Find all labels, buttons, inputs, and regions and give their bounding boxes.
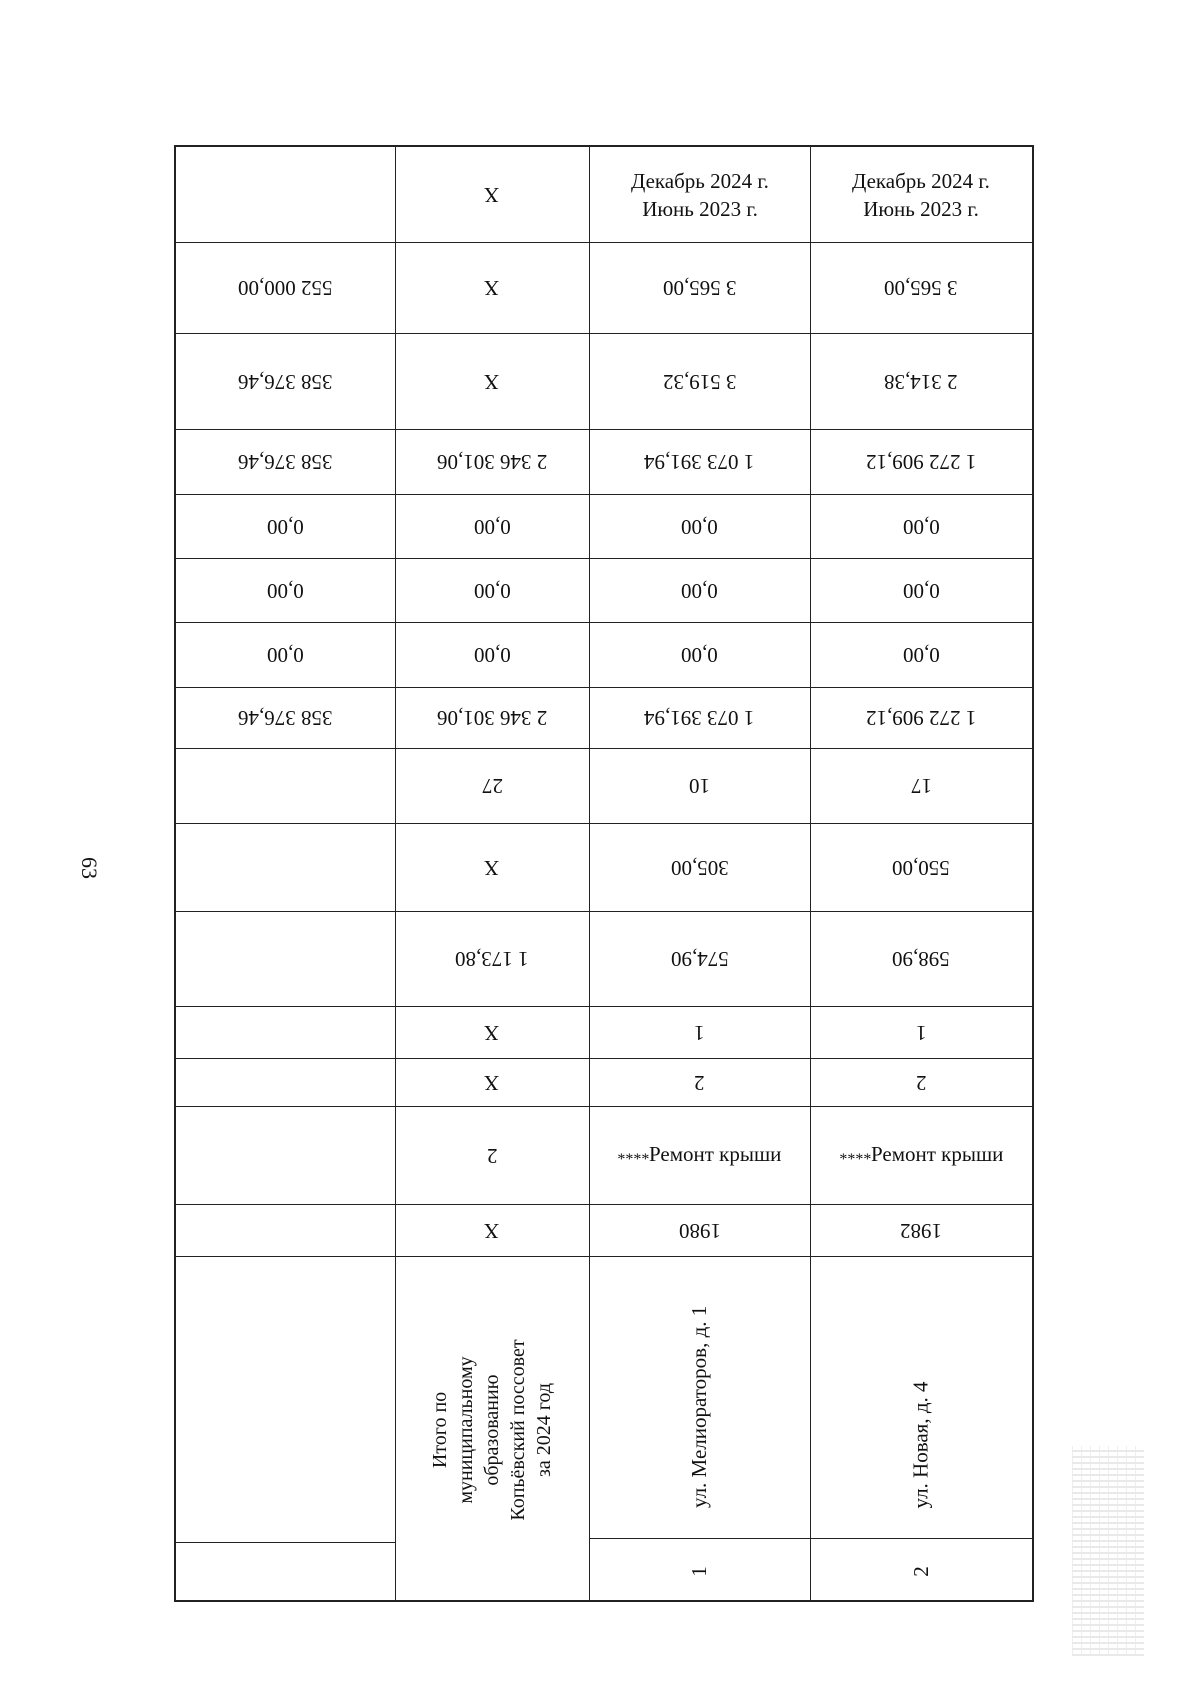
table-cell: 358 376,46 [238,369,333,394]
table-cell: 0,00 [681,514,718,539]
table-cell: 305,00 [670,855,729,880]
table-cell: 0,00 [267,514,304,539]
table-cell: 3 519,32 [662,369,737,394]
table-cell: 358 376,46 [238,450,333,474]
table-cell: ул. Мелиораторов, д. 1 [687,1305,711,1508]
table-cell: 1 073 391,94 [644,706,755,730]
table-cell: 358 376,46 [238,706,333,730]
table-cell: 0,00 [902,578,940,603]
table-cell: Июнь 2023 г. Декабрь 2024 г. [630,168,769,221]
table-cell: 2 [915,1070,927,1095]
table-cell: 1 272 909,12 [865,706,977,730]
table-cell: 1 073 391,94 [644,450,755,474]
table-cell: 0,00 [267,578,304,603]
table-cell: 1 272 909,12 [865,450,977,474]
table-cell: 0,00 [681,643,718,667]
table-cell: 10 [689,774,710,798]
table-cell: 1 [915,1020,927,1045]
table-cell: X [484,276,500,300]
table-cell: X [484,1020,500,1045]
table-cell: 0,00 [473,514,511,539]
table-cell: 0,00 [902,514,940,539]
scan-stamp [1072,1446,1144,1656]
table-cell: 550,00 [892,855,950,880]
table-cell: 0,00 [473,643,511,667]
table-cell: 1980 [678,1218,721,1243]
table-cell: 0,00 [902,643,940,667]
row-divider [176,1542,395,1543]
table-cell: 552 000,00 [238,276,333,300]
table-cell: 1 [687,1565,711,1577]
table-cell: 2 [486,1143,498,1168]
page-number: 63 [77,857,102,879]
table-cell: 2 [908,1565,933,1577]
table-cell: ул. Новая, д. 4 [908,1380,933,1508]
table-cell: X [484,855,500,880]
table-cell: 2 346 301,06 [436,450,548,474]
table-cell: X [484,183,500,207]
table-cell: 1982 [900,1218,942,1243]
table-cell: 2 314,38 [884,369,958,394]
table-cell: 1 173,80 [455,947,529,971]
table-cell: 0,00 [473,578,511,603]
table-cell: 598,90 [892,947,950,971]
table-cell: 17 [910,774,932,798]
repair-schedule-table [174,145,1034,1602]
table-cell: Ремонт крыши**** [617,1141,782,1168]
table-cell: X [484,1218,500,1243]
table-cell: Итого по муниципальному образованию Копьёвский поссовет за 2024 год [429,1339,555,1521]
table-cell: 27 [481,774,503,798]
table-cell: 0,00 [681,578,718,603]
table-cell: 3 565,00 [662,276,737,300]
table-cell: 2 [694,1070,705,1095]
table-cell: Ремонт крыши**** [838,1141,1004,1168]
table-cell: X [484,369,500,394]
table-cell: 2 346 301,06 [436,706,548,730]
table-cell: Июнь 2023 г. Декабрь 2024 г. [852,168,990,221]
table-cell: 574,90 [670,947,729,971]
table-cell: 1 [694,1020,705,1045]
table-cell: X [484,1070,500,1095]
table-cell: 3 565,00 [884,276,958,300]
table-cell: 0,00 [267,643,304,667]
